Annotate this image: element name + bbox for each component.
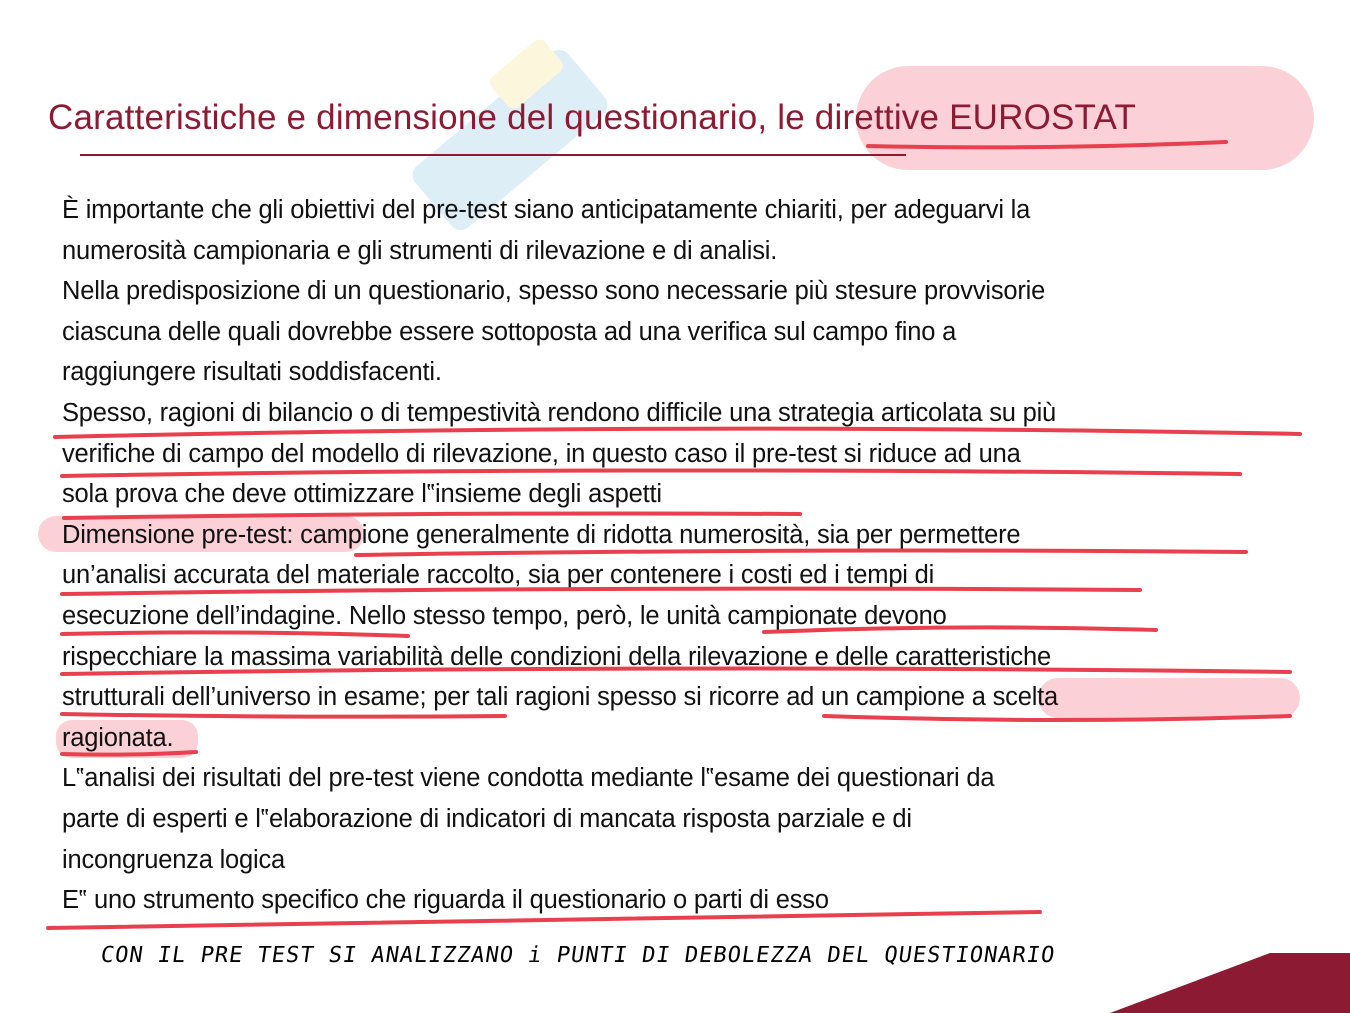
body-line: rispecchiare la massima variabilità delle condizioni della rilevazione e delle caratteristiche — [62, 642, 1051, 671]
body-line: un’analisi accurata del materiale raccolto, sia per contenere i costi ed i tempi di — [62, 561, 935, 590]
corner-accent — [1110, 953, 1350, 1013]
body-line: incongruenza logica — [62, 845, 286, 874]
body-line: Dimensione pre-test: campione generalmente di ridotta numerosità, sia per permettere — [62, 520, 1021, 549]
body-line: L‟analisi dei risultati del pre-test viene condotta mediante l‟esame dei questionari da — [62, 764, 995, 793]
body-line: Spesso, ragioni di bilancio o di tempestività rendono difficile una strategia articolata su più — [62, 398, 1057, 427]
body-line: ciascuna delle quali dovrebbe essere sottoposta ad una verifica sul campo fino a — [62, 317, 957, 346]
body-line: Nella predisposizione di un questionario, spesso sono necessarie più stesure provvisorie — [62, 277, 1046, 306]
body-line: strutturali dell’universo in esame; per tali ragioni spesso si ricorre ad un campione a scelta — [62, 683, 1059, 712]
body-line: ragionata. — [62, 723, 174, 752]
handwritten-note: CON IL PRE TEST SI ANALIZZANO i PUNTI DI DEBOLEZZA DEL QUESTIONARIO — [99, 943, 1057, 968]
slide-title: Caratteristiche e dimensione del questionario, le direttive EUROSTAT — [48, 98, 1137, 137]
body-line: raggiungere risultati soddisfacenti. — [62, 358, 442, 387]
body-line: parte di esperti e l‟elaborazione di indicatori di mancata risposta parziale e di — [62, 804, 912, 833]
body-line: numerosità campionaria e gli strumenti di rilevazione e di analisi. — [62, 236, 778, 265]
body-line: sola prova che deve ottimizzare l‟insieme degli aspetti — [62, 480, 662, 509]
body-line: È importante che gli obiettivi del pre-test siano anticipatamente chiariti, per adeguarvi la — [62, 196, 1031, 224]
body-line: esecuzione dell’indagine. Nello stesso tempo, però, le unità campionate devono — [62, 601, 947, 630]
title-divider — [80, 154, 906, 156]
body-line: E‟ uno strumento specifico che riguarda il questionario o parti di esso — [62, 886, 829, 915]
slide-body — [62, 190, 1312, 921]
body-line: verifiche di campo del modello di rilevazione, in questo caso il pre-test si riduce ad una — [62, 439, 1021, 468]
